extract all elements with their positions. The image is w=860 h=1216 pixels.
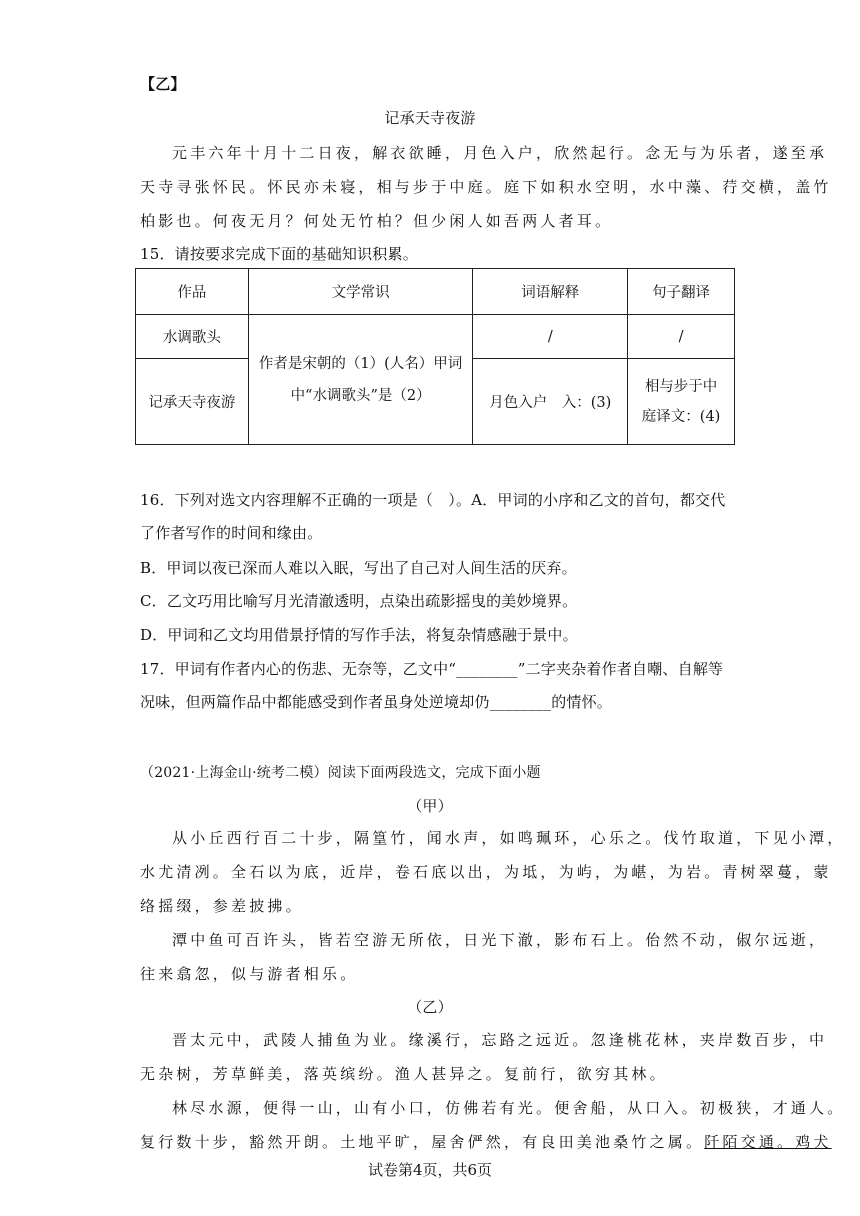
table-row	[136, 315, 735, 359]
passage-line: 无杂树，芳草鲜美，落英缤纷。渔人甚异之。复前行，欲穷其林。	[140, 1065, 668, 1083]
question-17-line: 17．甲词有作者内心的伤悲、无奈等，乙文中“________”二字夹杂着作者自嘲、自解等	[140, 660, 724, 678]
header-cell: 作品	[136, 269, 249, 315]
passage-line: 元丰六年十月十二日夜，解衣欲睡，月色入户，欣然起行。念无与为乐者，遂至承	[172, 144, 828, 162]
knowledge-table	[135, 268, 735, 445]
sentence-line: 相与步于中	[644, 378, 718, 395]
option-b: B．甲词以夜已深而人难以入眠，写出了自己对人间生活的厌弃。	[140, 559, 577, 577]
passage-line: 水尤清冽。全石以为底，近岸，卷石底以出，为坻，为屿，为嵁，为岩。青树翠蔓，蒙	[140, 863, 832, 881]
page-footer: 试卷第4页，共6页	[367, 1161, 493, 1179]
source-line: （2021·上海金山·统考二模）阅读下面两段选文，完成下面小题	[140, 765, 541, 781]
work-cell: 记承天寺夜游	[136, 359, 249, 445]
passage-text: 复行数十步，豁然开朗。土地平旷，屋舍俨然，有良田美池桑竹之属。	[140, 1133, 705, 1151]
header-cell: 句子翻译	[628, 269, 735, 315]
sentence-cell: /	[628, 315, 735, 359]
passage-line: 往来翕忽，似与游者相乐。	[140, 965, 359, 983]
option-d: D．甲词和乙文均用借景抒情的写作手法，将复杂情感融于景中。	[140, 626, 578, 644]
passage-line: 络摇缀，参差披拂。	[140, 897, 304, 915]
section-b-label: 【乙】	[140, 75, 186, 93]
sentence-line: 庭译文：(4)	[641, 408, 721, 425]
option-c: C．乙文巧用比喻写月光清澈透明，点染出疏影摇曳的美妙境界。	[140, 592, 578, 610]
literature-line: 作者是宋朝的（1）(人名）甲词	[258, 355, 463, 372]
passage-line: 从小丘西行百二十步，隔篁竹，闻水声，如鸣珮环，心乐之。伐竹取道，下见小潭，	[172, 829, 846, 847]
question-16-line: 了作者写作的时间和缘由。	[140, 524, 323, 542]
work-cell: 水调歌头	[136, 315, 249, 359]
header-cell: 文学常识	[248, 269, 473, 315]
passage-line: 潭中鱼可百许头，皆若空游无所依，日光下澈，影布石上。佁然不动，俶尔远逝，	[172, 931, 828, 949]
question-16-line: 16．下列对选文内容理解不正确的一项是（ ）。A．甲词的小序和乙文的首句，都交代	[140, 491, 726, 509]
table-header-row	[136, 269, 735, 315]
passage-line: 天寺寻张怀民。怀民亦未寝，相与步于中庭。庭下如积水空明，水中藻、荇交横，盖竹	[140, 178, 832, 196]
sentence-cell	[628, 359, 735, 445]
header-cell: 词语解释	[473, 269, 628, 315]
word-cell: /	[473, 315, 628, 359]
literature-line: 中“水调歌头”是（2）	[290, 387, 431, 404]
question-15: 15．请按要求完成下面的基础知识积累。	[140, 245, 418, 263]
part-b-label: （乙）	[407, 998, 453, 1016]
word-cell: 月色入户 入：(3)	[473, 359, 628, 445]
part-a-label: （甲）	[407, 797, 453, 815]
literature-cell	[248, 315, 473, 445]
underlined-phrase: 阡陌交通。鸡犬	[704, 1133, 832, 1151]
question-17-line: 况味，但两篇作品中都能感受到作者虽身处逆境却仍________的情怀。	[140, 693, 613, 711]
passage-line: 晋太元中，武陵人捕鱼为业。缘溪行，忘路之远近。忽逢桃花林，夹岸数百步，中	[172, 1031, 828, 1049]
passage-line: 林尽水源，便得一山，山有小口，仿佛若有光。便舍船，从口入。初极狭，才通人。	[172, 1099, 846, 1117]
passage-line	[140, 1131, 832, 1152]
passage-line: 柏影也。何夜无月？何处无竹柏？但少闲人如吾两人者耳。	[140, 212, 614, 230]
passage-title: 记承天寺夜游	[384, 109, 476, 127]
